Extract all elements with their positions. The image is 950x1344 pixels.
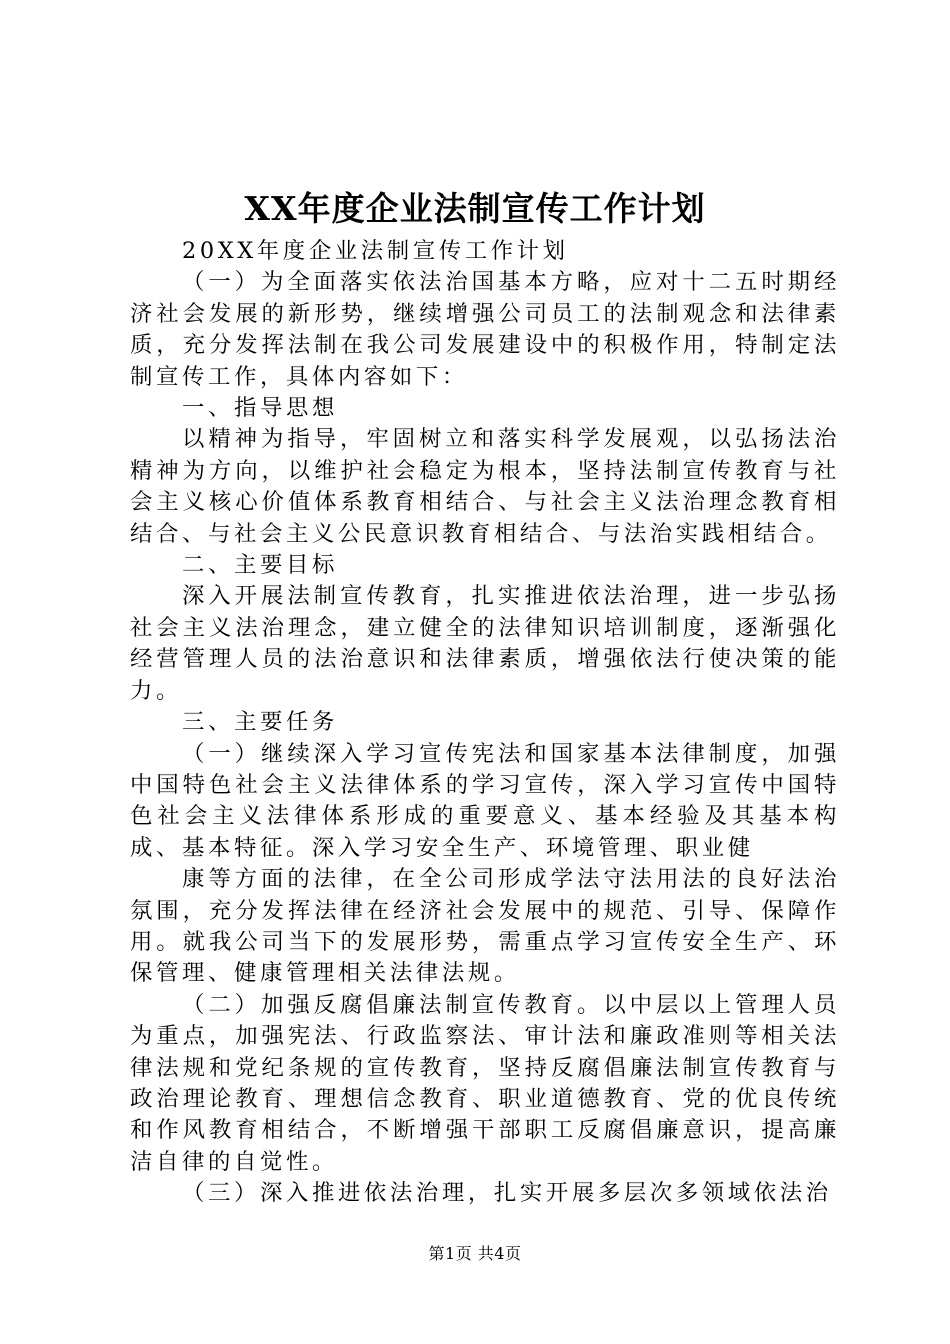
page-footer: 第1页 共4页 [428,1244,522,1263]
heading-main-tasks: 三、主要任务 [182,709,338,736]
paragraph-task-1-continued: 康等方面的法律，在全公司形成学法守法用法的良好法治氛围，充分发挥法律在经济社会发展中的规范、引导、保障作用。就我公司当下的发展形势，需重点学习宣传安全生产、环保管理、健康管理相关法律法规。 [130,866,840,987]
document-title: XX年度企业法制宣传工作计划 [244,189,706,228]
paragraph-task-2: （二）加强反腐倡廉法制宣传教育。以中层以上管理人员为重点，加强宪法、行政监察法、审计法和廉政准则等相关法律法规和党纪条规的宣传教育，坚持反腐倡廉法制宣传教育与政治理论教育、理想信念教育、职业道德教育、党的优良传统和作风教育相结合，不断增强干部职工反腐倡廉意识，提高廉洁自律的自觉性。 [130,991,840,1175]
document-body [130,236,840,1210]
paragraph-main-goals: 深入开展法制宣传教育，扎实推进依法治理，进一步弘扬社会主义法治理念，建立健全的法律知识培训制度，逐渐强化经营管理人员的法治意识和法律素质，增强依法行使决策的能力。 [130,583,840,704]
heading-guiding-thought: 一、指导思想 [182,395,338,422]
paragraph-intro: （一）为全面落实依法治国基本方略，应对十二五时期经济社会发展的新形势，继续增强公司员工的法制观念和法律素质，充分发挥法制在我公司发展建设中的积极作用，特制定法制宣传工作，具体内容如下： [130,269,840,390]
paragraph-task-1: （一）继续深入学习宣传宪法和国家基本法律制度，加强中国特色社会主义法律体系的学习宣传，深入学习宣传中国特色社会主义法律体系形成的重要意义、基本经验及其基本构成、基本特征。深入学习安全生产、环境管理、职业健 [130,740,840,861]
paragraph-guiding-thought: 以精神为指导，牢固树立和落实科学发展观，以弘扬法治精神为方向，以维护社会稳定为根本，坚持法制宣传教育与社会主义核心价值体系教育相结合、与社会主义法治理念教育相结合、与社会主义公民意识教育相结合、与法治实践相结合。 [130,426,840,547]
paragraph-subtitle: 20XX年度企业法制宣传工作计划 [182,238,569,264]
heading-main-goals: 二、主要目标 [182,552,338,579]
paragraph-task-3: （三）深入推进依法治理，扎实开展多层次多领域依法治 [182,1180,832,1207]
